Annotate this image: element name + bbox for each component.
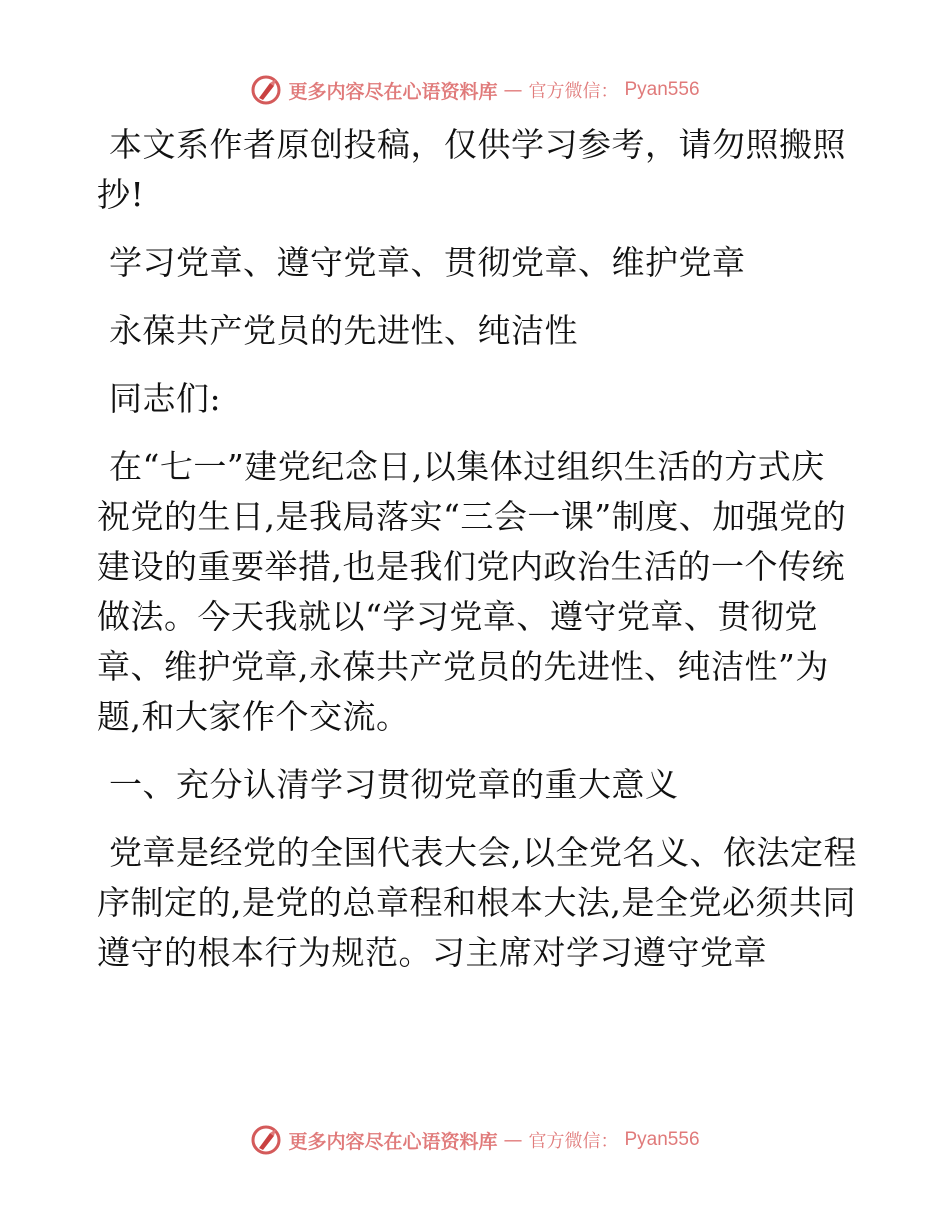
intro-paragraph: 在“七一”建党纪念日,以集体过组织生活的方式庆祝党的生日,是我局落实“三会一课”制度、加强党的建设的重要举措,也是我们党内政治生活的一个传统做法。今天我就以“学习党章、遵守党章、贯彻党章、维护党章,永葆共产党员的先进性、纯洁性”为题,和大家作个交流。 (97, 447, 847, 736)
watermark-label: 官方微信： (528, 1131, 619, 1152)
quill-circle-icon (250, 1124, 282, 1156)
footer-watermark (0, 1122, 950, 1158)
watermark-dash: — (503, 1129, 523, 1151)
watermark-wechat-id: Pyan556 (624, 1129, 700, 1150)
section-1-paragraph: 党章是经党的全国代表大会,以全党名义、依法定程序制定的,是党的总章程和根本大法,是全党必须共同遵守的根本行为规范。习主席对学习遵守党章 (97, 833, 857, 972)
greeting: 同志们: (109, 379, 222, 418)
title-line-1: 学习党章、遵守党章、贯彻党章、维护党章 (109, 243, 746, 282)
section-1-heading: 一、充分认清学习贯彻党章的重大意义 (109, 765, 679, 804)
document-body (97, 120, 857, 996)
watermark-dash: — (503, 79, 523, 101)
quill-circle-icon (250, 74, 282, 106)
watermark-label: 官方微信： (528, 81, 619, 102)
title-line-2: 永葆共产党员的先进性、纯洁性 (109, 311, 578, 350)
notice-paragraph: 本文系作者原创投稿，仅供学习参考，请勿照搬照抄! (97, 125, 846, 214)
watermark-site-text: 更多内容尽在心语资料库 (288, 80, 498, 103)
watermark-wechat-id: Pyan556 (624, 79, 700, 100)
watermark-site-text: 更多内容尽在心语资料库 (288, 1130, 498, 1153)
header-watermark (0, 72, 950, 108)
